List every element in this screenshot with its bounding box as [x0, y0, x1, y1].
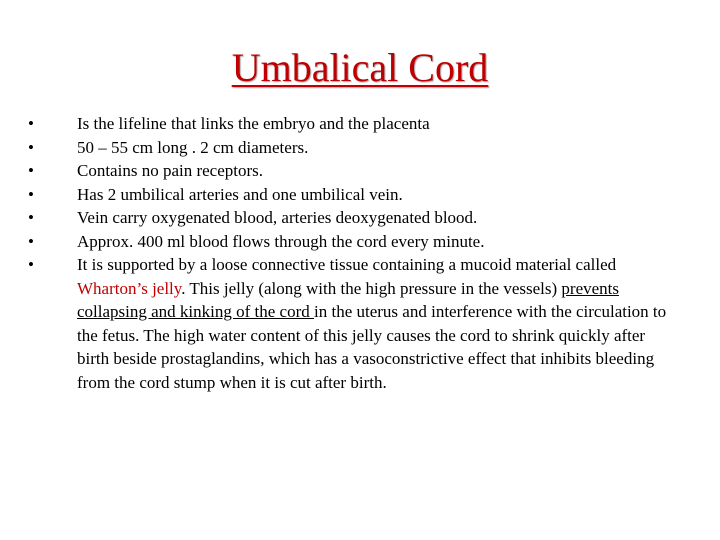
bullet-item: [28, 183, 668, 207]
bullet-dot: •: [28, 184, 34, 204]
bullet-text: [77, 255, 666, 392]
bullet-dot: •: [28, 161, 34, 180]
bullet-text: Has 2 umbilical arteries and one umbilical vein.: [77, 184, 403, 204]
slide-title: [0, 44, 720, 92]
bullet-text: Vein carry oxygenated blood, arteries deoxygenated blood.: [77, 208, 478, 227]
bullet-dot: •: [28, 114, 34, 133]
bullet-dot: •: [28, 137, 34, 157]
bullet-list: [28, 112, 668, 394]
bullet-dot: •: [28, 208, 34, 227]
bullet-text: Approx. 400 ml blood flows through the cord every minute.: [77, 231, 485, 251]
bullet-text: 50 – 55 cm long . 2 cm diameters.: [77, 137, 309, 157]
bullet-text-part3: in the uterus and interference with the circulation to the fetus. The high water content of this jelly causes the cord to shrink quickly after birth beside prostaglandins, which has a vasoconstrictive effect that inhibits bleeding from the cord stump when it is cut after birth.: [77, 302, 667, 392]
bullet-text: Contains no pain receptors.: [77, 161, 264, 180]
bullet-text-part1: It is supported by a loose connective tissue containing a mucoid material called: [77, 255, 617, 274]
bullet-text: Is the lifeline that links the embryo and the placenta: [77, 114, 430, 133]
bullet-text-part2: . This jelly (along with the high pressure in the vessels): [181, 278, 562, 298]
bullet-item: [28, 206, 668, 230]
bullet-dot: •: [28, 231, 34, 251]
bullet-item: [28, 136, 668, 160]
bullet-dot: •: [28, 255, 34, 274]
slide-title-text: Umbalical Cord: [231, 45, 489, 90]
whartons-jelly-highlight: Wharton’s jelly: [77, 278, 182, 298]
bullet-item-wharton: [28, 253, 668, 394]
bullet-item: [28, 230, 668, 254]
bullet-item: [28, 112, 668, 136]
underlined-phrase: prevents collapsing and kinking of the cord: [77, 278, 620, 321]
bullet-item: [28, 159, 668, 183]
